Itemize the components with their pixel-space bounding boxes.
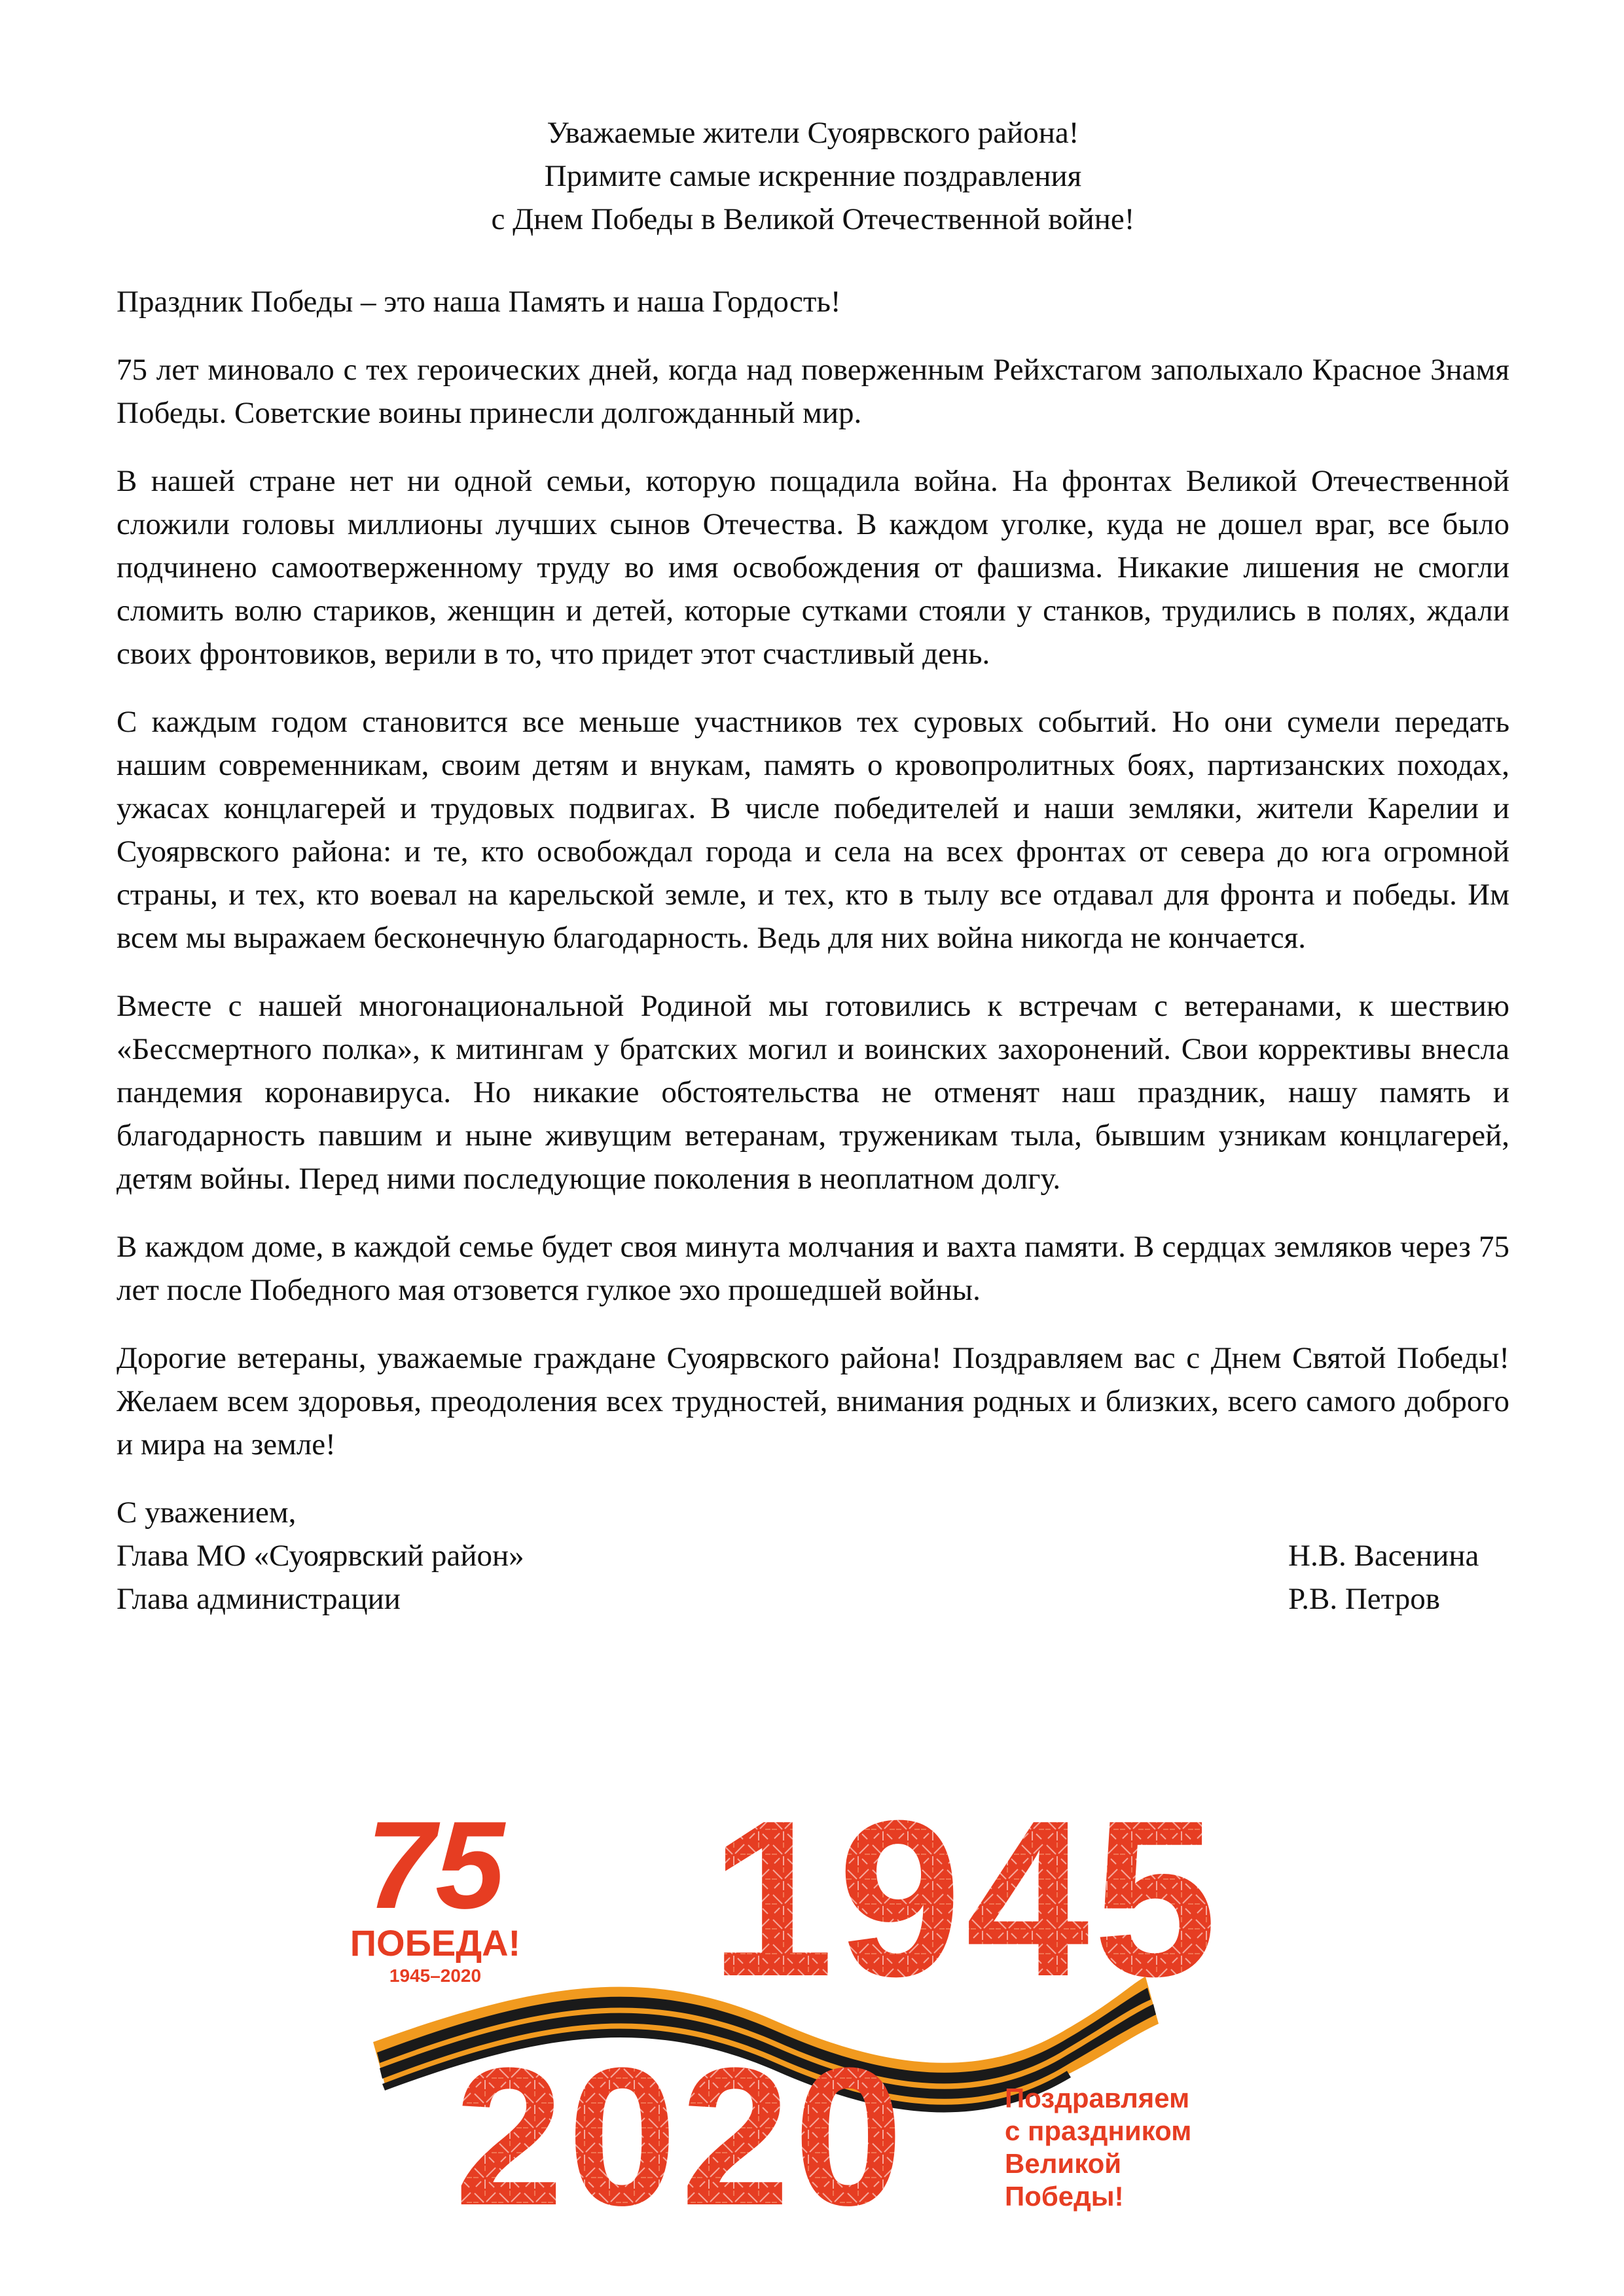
signature-block (117, 1491, 1509, 1621)
paragraph: В каждом доме, в каждой семье будет своя минута молчания и вахта памяти. В сердцах земляков через 75 лет после Победного мая отзовется гулкое эхо прошедшей войны. (117, 1230, 1509, 1307)
anniversary-number: 75 (366, 1796, 505, 1935)
regards-line: С уважением, (117, 1496, 297, 1530)
paragraph: С каждым годом становится все меньше участников тех суровых событий. Но они сумели передать нашим современникам, своим детям и внукам, память о кровопролитных боях, партизанских походах, ужасах концлагерей и трудовых подвигах. В числе победителей и наши земляки, жители Карелии и Суоярвского района: и те, кто освобождал города и села на всех фронтах от севера до юга огромной страны, и тех, кто воевал на карельской земле, и тех, кто в тылу все отдавал для фронта и победы. Им всем мы выражаем бесконечную благодарность. Ведь для них война никогда не кончается. (117, 705, 1509, 955)
heading-line-3: с Днем Победы в Великой Отечественной войне! (491, 202, 1135, 236)
greeting-line: Великой (1005, 2148, 1122, 2179)
heading-line-1: Уважаемые жители Суоярвского района! (547, 116, 1079, 150)
signer-title: Глава МО «Суоярвский район» (117, 1539, 524, 1573)
year-1945: 1945 (710, 1774, 1221, 2023)
victory-emblem (350, 1767, 1303, 2246)
paragraph: Дорогие ветераны, уважаемые граждане Суоярвского района! Поздравляем вас с Днем Святой Победы! Желаем всем здоровья, преодоления всех трудностей, внимания родных и близких, всего самого доброго и мира на земле! (117, 1341, 1509, 1462)
letter (117, 111, 1509, 1621)
paragraph: 75 лет миновало с тех героических дней, когда над поверженным Рейхстагом заполыхало Красное Знамя Победы. Советские воины принесли долгожданный мир. (117, 353, 1509, 430)
signer-title: Глава администрации (117, 1582, 401, 1616)
heading-line-2: Примите самые искренние поздравления (544, 159, 1082, 193)
greeting-line: с праздником (1005, 2115, 1192, 2146)
signer-row (117, 1577, 1509, 1621)
greeting-text (1005, 2083, 1191, 2212)
greeting-line: Победы! (1005, 2181, 1124, 2212)
paragraph: В нашей стране нет ни одной семьи, которую пощадила война. На фронтах Великой Отечественной сложили головы миллионы лучших сынов Отечества. В каждом уголке, куда не дошел враг, все было подчинено самоотверженному труду во имя освобождения от фашизма. Никакие лишения не смогли сломить волю стариков, женщин и детей, которые сутками стояли у станков, трудились в полях, ждали своих фронтовиков, верили в то, что придет этот счастливый день. (117, 464, 1509, 671)
year-2020: 2020 (454, 2026, 907, 2246)
paragraph: Вместе с нашей многонациональной Родиной мы готовились к встречам с ветеранами, к шествию «Бессмертного полка», к митингам у братских могил и воинских захоронений. Свои коррективы внесла пандемия коронавируса. Но никакие обстоятельства не отменят наш праздник, нашу память и благодарность павшим и ныне живущим ветеранам, труженикам тыла, бывшим узникам концлагерей, детям войны. Перед ними последующие поколения в неоплатном долгу. (117, 989, 1509, 1196)
pobeda-label: ПОБЕДА! (350, 1922, 521, 1964)
signer-name: Н.В. Васенина (1288, 1539, 1479, 1573)
victory-emblem-graphic (350, 1767, 1303, 2246)
letter-heading (117, 111, 1509, 241)
signer-name: Р.В. Петров (1288, 1582, 1440, 1616)
paragraph: Праздник Победы – это наша Память и наша Гордость! (117, 285, 841, 319)
signer-row (117, 1534, 1509, 1577)
years-range-label: 1945–2020 (389, 1965, 482, 1986)
greeting-line: Поздравляем (1005, 2083, 1190, 2113)
